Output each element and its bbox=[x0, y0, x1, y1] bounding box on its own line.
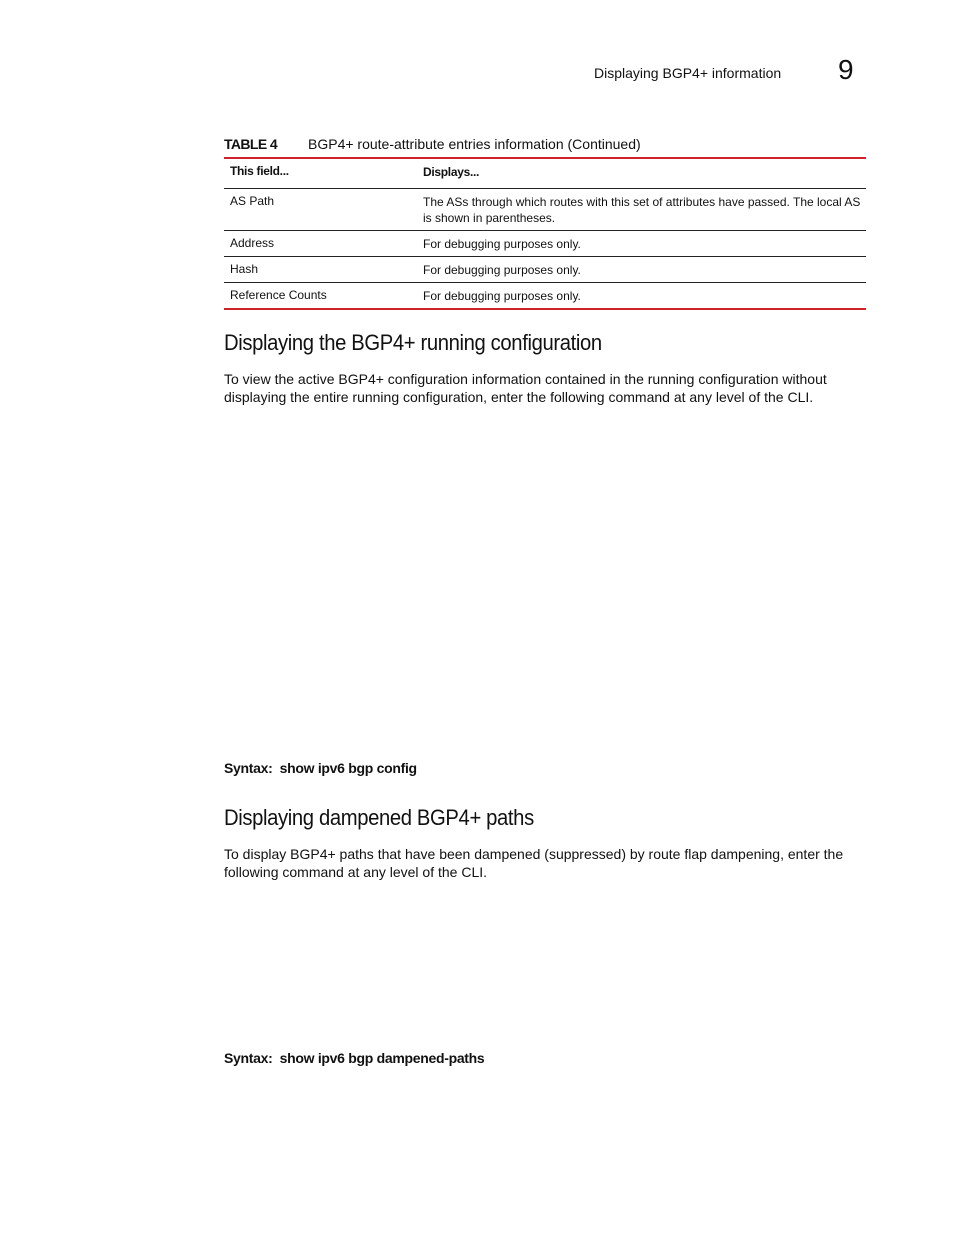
table-cell-field: Address bbox=[230, 236, 275, 250]
column-header-displays: Displays... bbox=[423, 165, 480, 179]
syntax-line-dampened-paths bbox=[224, 1050, 484, 1066]
syntax-command: show ipv6 bgp dampened-paths bbox=[279, 1050, 485, 1066]
table-caption bbox=[224, 136, 866, 156]
table-row bbox=[224, 282, 866, 308]
section-heading-running-config: Displaying the BGP4+ running configuration bbox=[224, 330, 602, 355]
section-body-running-config: To view the active BGP4+ configuration information contained in the running configuration without displaying the entire running configuration, enter the following command at any level of the CLI. bbox=[224, 371, 827, 405]
table-cell-displays: For debugging purposes only. bbox=[423, 237, 581, 251]
syntax-label: Syntax: bbox=[224, 760, 273, 776]
section-heading-dampened-paths: Displaying dampened BGP4+ paths bbox=[224, 805, 534, 830]
table-label: TABLE 4 bbox=[224, 136, 278, 152]
table-cell-field: AS Path bbox=[230, 194, 275, 208]
syntax-label: Syntax: bbox=[224, 1050, 273, 1066]
table-cell-field: Hash bbox=[230, 262, 259, 276]
table-header-row bbox=[224, 159, 866, 188]
table-cell-displays: For debugging purposes only. bbox=[423, 263, 581, 277]
section-body-dampened-paths: To display BGP4+ paths that have been dampened (suppressed) by route flap dampening, enter the following command at any level of the CLI. bbox=[224, 846, 844, 880]
table-cell-field: Reference Counts bbox=[230, 288, 327, 302]
table-row bbox=[224, 230, 866, 256]
attributes-table bbox=[224, 157, 866, 310]
table-cell-displays: For debugging purposes only. bbox=[423, 289, 581, 303]
running-header-title: Displaying BGP4+ information bbox=[594, 65, 782, 81]
chapter-number: 9 bbox=[838, 54, 854, 85]
column-header-field: This field... bbox=[230, 164, 289, 178]
table-row bbox=[224, 256, 866, 282]
syntax-line-running-config bbox=[224, 760, 417, 776]
table-row bbox=[224, 188, 866, 230]
table-cell-displays: The ASs through which routes with this set of attributes have passed. The local AS is shown in parentheses. bbox=[423, 195, 861, 225]
table-title: BGP4+ route-attribute entries information (Continued) bbox=[308, 136, 641, 152]
syntax-command: show ipv6 bgp config bbox=[279, 760, 417, 776]
